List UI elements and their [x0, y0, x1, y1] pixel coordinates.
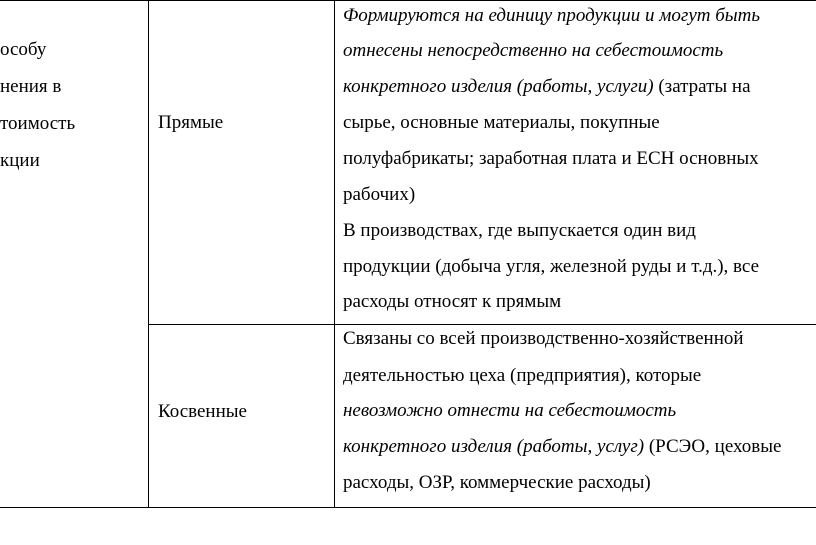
direct-desc-line: В производствах, где выпускается один вид — [343, 220, 696, 241]
cost-type-indirect: Косвенные — [158, 401, 247, 422]
direct-desc-line: сырье, основные материалы, покупные — [343, 112, 660, 133]
criterion-line-1: особу — [0, 39, 47, 60]
direct-desc-line: продукции (добыча угля, железной руды и т.д.), все — [343, 256, 760, 277]
criterion-line-2: нения в — [0, 76, 62, 97]
row-divider — [148, 324, 816, 325]
column-divider-1 — [148, 0, 149, 507]
indirect-desc-line: деятельностью цеха (предприятия), которые — [343, 365, 702, 386]
direct-desc-line: расходы относят к прямым — [343, 291, 562, 312]
table-bottom-border — [0, 507, 816, 508]
indirect-desc-line: расходы, ОЗР, коммерческие расходы) — [343, 472, 651, 493]
direct-desc-line: конкретного изделия (работы, услуги) (затраты на — [343, 76, 751, 97]
cost-type-direct: Прямые — [158, 112, 224, 133]
criterion-line-4: кции — [0, 150, 40, 171]
direct-desc-line: отнесены непосредственно на себестоимость — [343, 40, 724, 61]
direct-desc-line: полуфабрикаты; заработная плата и ЕСН основных — [343, 148, 759, 169]
indirect-desc-line: невозможно отнести на себестоимость — [343, 400, 677, 421]
criterion-line-3: тоимость — [0, 113, 76, 134]
column-divider-2 — [334, 0, 335, 507]
direct-desc-line: рабочих) — [343, 184, 416, 205]
indirect-desc-line: конкретного изделия (работы, услуг) (РСЭО, цеховые — [343, 436, 782, 457]
indirect-desc-line: Связаны со всей производственно-хозяйственной — [343, 328, 744, 349]
table-top-border — [0, 0, 816, 1]
direct-desc-line: Формируются на единицу продукции и могут быть — [343, 5, 761, 26]
